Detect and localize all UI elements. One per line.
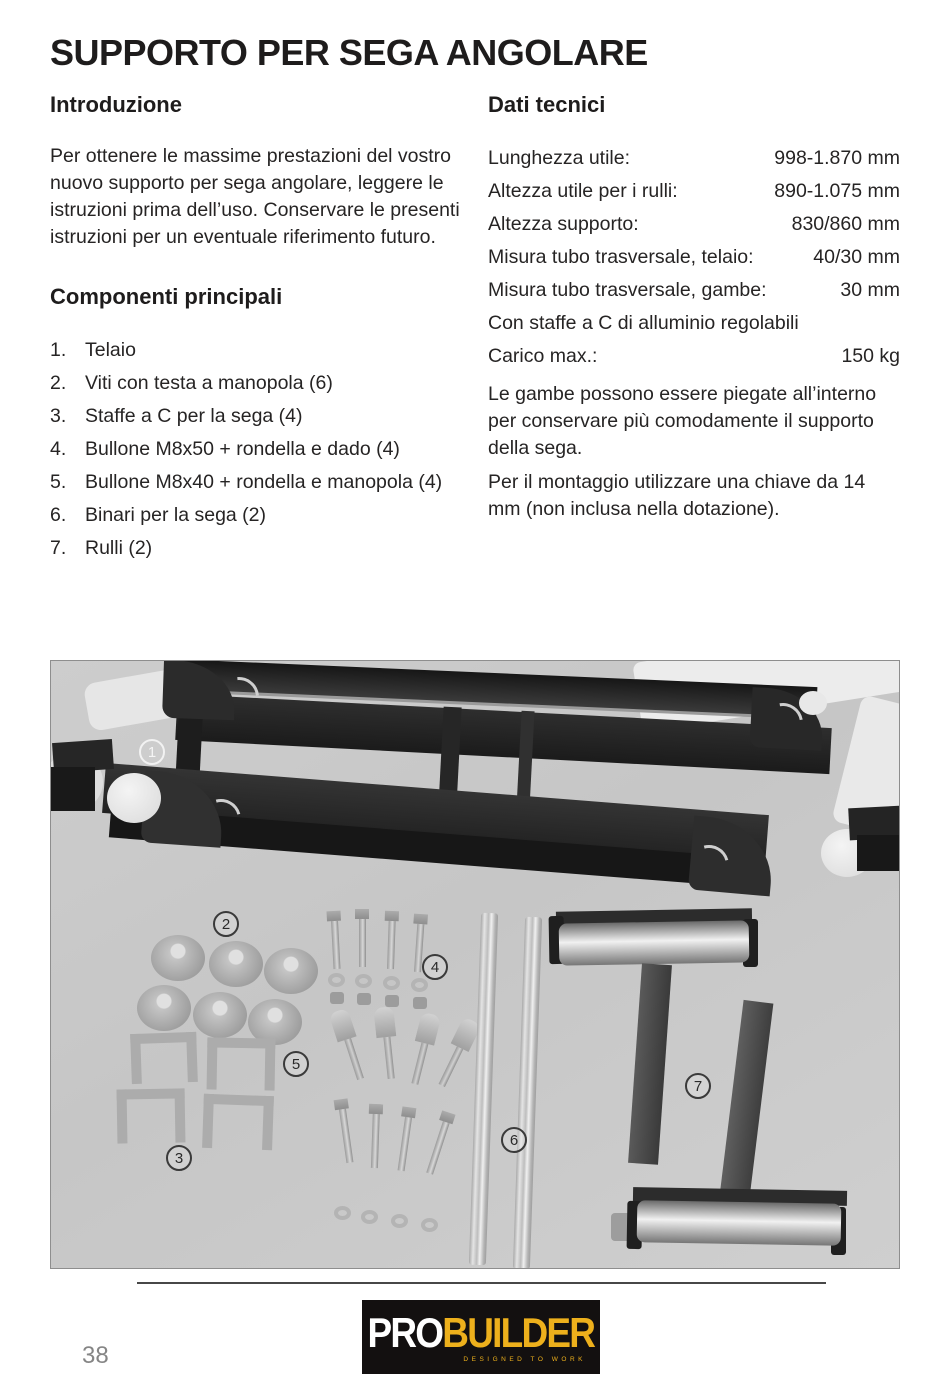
roller-stem-graphic [719, 1000, 774, 1207]
specs-table [488, 142, 900, 373]
callout-number: 2 [221, 915, 231, 933]
left-column [50, 92, 462, 565]
washer-graphic [355, 974, 372, 988]
spec-label: Con staffe a C di alluminio regolabili [488, 312, 799, 334]
grip-bolt-graphic [328, 1008, 369, 1083]
components-heading: Componenti principali [50, 284, 283, 309]
knob-screw-graphic [151, 935, 205, 981]
logo-wordmark [367, 1308, 595, 1356]
spec-value: 150 kg [841, 345, 900, 367]
page-title: SUPPORTO PER SEGA ANGOLARE [50, 32, 648, 73]
list-label: Binari per la sega (2) [85, 504, 267, 526]
list-item [50, 367, 462, 400]
page-number: 38 [82, 1342, 109, 1369]
right-column [488, 92, 900, 523]
frame-end-cap [107, 773, 161, 823]
knob-screw-graphic [193, 992, 247, 1038]
bolt-graphic [382, 911, 400, 970]
list-number: 5. [50, 471, 67, 493]
callout-number: 5 [291, 1055, 301, 1073]
logo-tagline: DESIGNED TO WORK [463, 1355, 586, 1363]
saw-rail-graphic [513, 917, 542, 1269]
spec-label: Lunghezza utile: [488, 147, 631, 169]
c-bracket-graphic [130, 1032, 198, 1084]
washer-graphic [383, 976, 400, 990]
bolt-graphic [333, 1098, 358, 1164]
spec-value: 40/30 mm [813, 246, 900, 268]
spec-row [488, 142, 900, 175]
washer-graphic [391, 1214, 408, 1228]
spec-row [488, 175, 900, 208]
intro-heading: Introduzione [50, 92, 182, 117]
callout-number: 1 [147, 743, 157, 761]
bolt-graphic [354, 909, 370, 967]
spec-label: Altezza utile per i rulli: [488, 180, 678, 202]
callout-5 [283, 1051, 309, 1077]
spec-value: 998-1.870 mm [774, 147, 900, 169]
saw-rail-graphic [469, 913, 498, 1265]
list-item [50, 499, 462, 532]
note-paragraph: Per il montaggio utilizzare una chiave da 14 mm (non inclusa nella dotazione). [488, 471, 866, 520]
list-number: 4. [50, 438, 67, 460]
washer-graphic [334, 1206, 351, 1220]
washer-graphic [421, 1218, 438, 1232]
bolt-graphic [422, 1110, 457, 1176]
callout-7 [685, 1073, 711, 1099]
footer-divider [137, 1282, 826, 1284]
callout-4 [422, 954, 448, 980]
c-bracket-graphic [117, 1088, 186, 1143]
list-number: 3. [50, 405, 67, 427]
list-number: 6. [50, 504, 67, 526]
list-item [50, 400, 462, 433]
spec-row [488, 208, 900, 241]
logo-pro-text: PRO [367, 1308, 443, 1356]
list-item [50, 433, 462, 466]
probuilder-logo [362, 1300, 600, 1374]
list-number: 2. [50, 372, 67, 394]
knob-screw-graphic [264, 948, 318, 994]
roller-cylinder-graphic [559, 920, 750, 965]
nut-graphic [385, 995, 399, 1007]
c-bracket-graphic [207, 1037, 276, 1090]
callout-number: 4 [430, 958, 440, 976]
logo-builder-text: BUILDER [442, 1308, 595, 1356]
callout-3 [166, 1145, 192, 1171]
bolt-graphic [366, 1104, 384, 1169]
callout-1 [139, 739, 165, 765]
washer-graphic [328, 973, 345, 987]
roller-cylinder-graphic [637, 1200, 842, 1246]
spec-value: 830/860 mm [791, 213, 900, 235]
list-number: 7. [50, 537, 67, 559]
list-label: Rulli (2) [85, 537, 153, 559]
callout-number: 6 [509, 1131, 519, 1149]
grip-bolt-graphic [373, 1006, 400, 1080]
specs-heading: Dati tecnici [488, 92, 606, 117]
spec-value: 30 mm [840, 279, 900, 301]
frame-end-cap [799, 691, 827, 715]
c-bracket-graphic [202, 1094, 274, 1150]
list-label: Staffe a C per la sega (4) [85, 405, 303, 427]
callout-2 [213, 911, 239, 937]
spec-row [488, 340, 900, 373]
frame-foot [857, 835, 900, 871]
list-item [50, 532, 462, 565]
nut-graphic [330, 992, 344, 1004]
washer-graphic [361, 1210, 378, 1224]
parts-photo [50, 660, 900, 1269]
spec-label: Carico max.: [488, 345, 598, 367]
list-item [50, 466, 462, 499]
knob-screw-graphic [137, 985, 191, 1031]
intro-paragraph: Per ottenere le massime prestazioni del vostro nuovo supporto per sega angolare, leggere le istruzioni prima dell’uso. Conservare le presenti istruzioni per un eventuale riferimento futuro. [50, 145, 460, 248]
list-label: Viti con testa a manopola (6) [85, 372, 333, 394]
bolt-graphic [325, 911, 344, 970]
frame-foot [50, 767, 95, 811]
spec-label: Misura tubo trasversale, gambe: [488, 279, 767, 301]
spec-value: 890-1.075 mm [774, 180, 900, 202]
spec-label: Misura tubo trasversale, telaio: [488, 246, 754, 268]
note-paragraph: Le gambe possono essere piegate all’interno per conservare più comodamente il supporto della sega. [488, 383, 877, 459]
spec-row [488, 274, 900, 307]
list-number: 1. [50, 339, 67, 361]
callout-number: 7 [693, 1077, 703, 1095]
spec-label: Altezza supporto: [488, 213, 639, 235]
spec-row [488, 241, 900, 274]
nut-graphic [357, 993, 371, 1005]
knob-screw-graphic [209, 941, 263, 987]
washer-graphic [411, 978, 428, 992]
list-item [50, 334, 462, 367]
components-list [50, 334, 462, 565]
callout-number: 3 [174, 1149, 184, 1167]
roller-stem-graphic [628, 963, 672, 1165]
list-label: Telaio [85, 339, 136, 361]
list-label: Bullone M8x40 + rondella e manopola (4) [85, 471, 443, 493]
nut-graphic [413, 997, 427, 1009]
list-label: Bullone M8x50 + rondella e dado (4) [85, 438, 400, 460]
bolt-graphic [393, 1106, 418, 1172]
callout-6 [501, 1127, 527, 1153]
spec-row [488, 307, 900, 340]
